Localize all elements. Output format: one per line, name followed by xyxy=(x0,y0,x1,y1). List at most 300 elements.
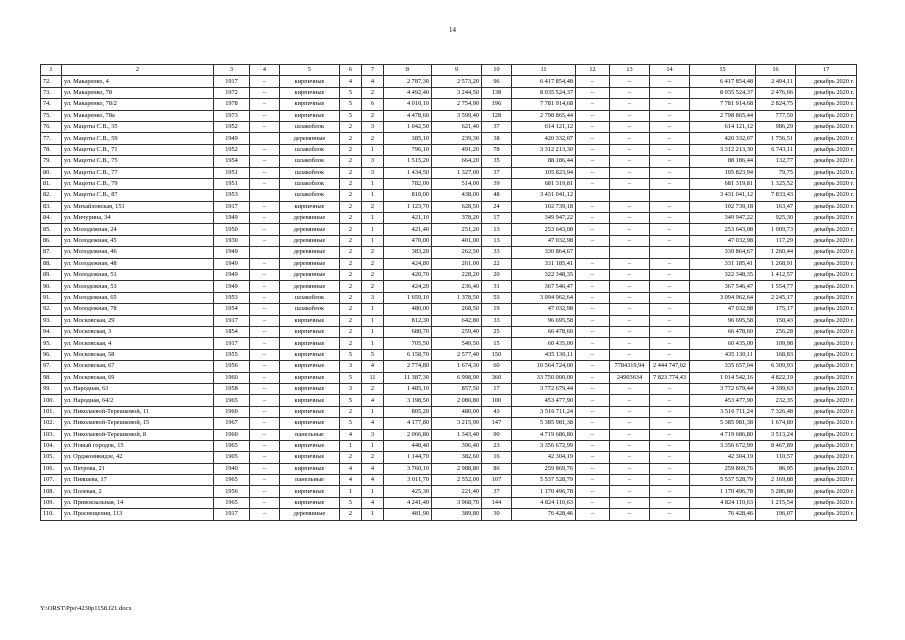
table-cell: 8 467,89 xyxy=(756,440,796,451)
table-cell: – xyxy=(576,87,610,98)
table-cell: ул. Мацоты С.В., 35 xyxy=(62,121,214,132)
table-cell: – xyxy=(250,121,280,132)
table-cell: 3 772 679,44 xyxy=(512,383,576,394)
table-cell: – xyxy=(650,383,690,394)
table-cell xyxy=(650,247,690,258)
table-cell: 4 241,40 xyxy=(384,497,432,508)
table-cell: 2 494,11 xyxy=(756,76,796,87)
table-cell: – xyxy=(650,486,690,497)
column-header-13: 13 xyxy=(610,65,650,76)
table-cell: кирпичные xyxy=(280,326,340,337)
table-cell: 5 286,80 xyxy=(756,486,796,497)
table-cell: 100 xyxy=(482,395,512,406)
table-cell: 3 516 711,24 xyxy=(690,406,756,417)
table-row xyxy=(41,338,857,349)
table-cell: 73. xyxy=(41,87,62,98)
table-cell: 438,00 xyxy=(432,190,482,201)
table-cell: 261,00 xyxy=(432,258,482,269)
table-cell: 812,30 xyxy=(384,315,432,326)
table-cell: 1917 xyxy=(214,509,250,520)
table-cell: 3 516 711,24 xyxy=(512,406,576,417)
table-cell: 1 xyxy=(362,315,384,326)
table-cell: – xyxy=(576,395,610,406)
table-cell: декабрь 2020 г. xyxy=(796,304,857,315)
table-cell: 228,20 xyxy=(432,270,482,281)
table-cell: 2 xyxy=(340,235,362,246)
table-cell: ул. Мацоты С.В., 87 xyxy=(62,190,214,201)
table-cell: 1 170 496,78 xyxy=(512,486,576,497)
table-cell: – xyxy=(610,406,650,417)
table-cell: – xyxy=(576,99,610,110)
table-cell: 2 245,17 xyxy=(756,292,796,303)
table-cell: 1960 xyxy=(214,406,250,417)
table-row xyxy=(41,292,857,303)
table-cell: 3 215,90 xyxy=(432,418,482,429)
table-cell: – xyxy=(650,418,690,429)
table-cell: 3 312 213,30 xyxy=(690,144,756,155)
table-cell: ул. Московская, 3 xyxy=(62,326,214,337)
table-cell: кирпичные xyxy=(280,76,340,87)
table-cell: 259 869,76 xyxy=(512,463,576,474)
table-cell: 4 xyxy=(340,475,362,486)
table-cell: 424,20 xyxy=(384,281,432,292)
table-row xyxy=(41,144,857,155)
table-cell: 1949 xyxy=(214,133,250,144)
table-cell: – xyxy=(250,452,280,463)
table-cell: 7 823 774,43 xyxy=(650,372,690,383)
table-cell: 10 564 724,00 xyxy=(512,361,576,372)
table-row xyxy=(41,452,857,463)
table-cell: 2 824,75 xyxy=(756,99,796,110)
table-cell: 76. xyxy=(41,121,62,132)
table-cell: – xyxy=(576,224,610,235)
table-cell: – xyxy=(576,110,610,121)
table-cell: кирпичные xyxy=(280,463,340,474)
table-cell: 85. xyxy=(41,224,62,235)
table-header-row xyxy=(41,65,857,76)
table-cell: – xyxy=(610,509,650,520)
table-cell: 15 xyxy=(482,338,512,349)
table-cell: 330 864,67 xyxy=(690,247,756,258)
table-cell: 96 695,58 xyxy=(690,315,756,326)
table-cell: 1 325,52 xyxy=(756,178,796,189)
file-path-footer: Y:\ORST\Ppo\4230p1158.f21.docx xyxy=(40,605,132,612)
table-cell: 420 332,07 xyxy=(512,133,576,144)
table-cell: 82. xyxy=(41,190,62,201)
table-row xyxy=(41,304,857,315)
table-cell: ул. Мацоты С.В., 75 xyxy=(62,156,214,167)
table-cell: 420 332,07 xyxy=(690,133,756,144)
table-cell: 251,20 xyxy=(432,224,482,235)
column-header-7: 7 xyxy=(362,65,384,76)
table-cell: деревянные xyxy=(280,235,340,246)
table-cell: 367 546,47 xyxy=(512,281,576,292)
table-cell: 92. xyxy=(41,304,62,315)
table-cell: 4 xyxy=(340,463,362,474)
table-cell: – xyxy=(650,167,690,178)
table-cell: 1905 xyxy=(214,452,250,463)
table-cell: – xyxy=(610,258,650,269)
table-cell: – xyxy=(250,99,280,110)
table-cell: декабрь 2020 г. xyxy=(796,395,857,406)
table-cell: 331 185,41 xyxy=(512,258,576,269)
table-cell: 4 xyxy=(362,395,384,406)
table-cell: 514,00 xyxy=(432,178,482,189)
table-cell: 7 326,48 xyxy=(756,406,796,417)
table-cell: 86 xyxy=(482,463,512,474)
table-cell: декабрь 2020 г. xyxy=(796,315,857,326)
table-cell: 3 094 962,64 xyxy=(512,292,576,303)
table-cell: 396,40 xyxy=(432,440,482,451)
table-cell: 2 xyxy=(362,247,384,258)
table-cell: 19 xyxy=(482,304,512,315)
table-cell: – xyxy=(650,224,690,235)
table-row xyxy=(41,201,857,212)
table-cell: ул. Пияшева, 17 xyxy=(62,475,214,486)
table-cell: 60 xyxy=(482,361,512,372)
table-cell: – xyxy=(610,144,650,155)
table-cell: 2 xyxy=(340,156,362,167)
table-cell: декабрь 2020 г. xyxy=(796,372,857,383)
table-cell: 1952 xyxy=(214,121,250,132)
table-cell: – xyxy=(610,167,650,178)
table-cell: 72. xyxy=(41,76,62,87)
table-cell: 480,00 xyxy=(432,406,482,417)
table-cell: 2 476,66 xyxy=(756,87,796,98)
table-cell: 1 434,50 xyxy=(384,167,432,178)
table-cell: 453 477,90 xyxy=(512,395,576,406)
table-cell: – xyxy=(576,463,610,474)
table-cell: – xyxy=(576,258,610,269)
table-cell: 2 xyxy=(362,281,384,292)
table-cell: 2 xyxy=(362,258,384,269)
table-cell: 1 xyxy=(340,486,362,497)
table-cell: декабрь 2020 г. xyxy=(796,418,857,429)
table-cell: 1960 xyxy=(214,429,250,440)
table-cell: кирпичные xyxy=(280,486,340,497)
table-cell: – xyxy=(576,201,610,212)
table-cell: декабрь 2020 г. xyxy=(796,486,857,497)
table-cell: декабрь 2020 г. xyxy=(796,121,857,132)
table-cell: декабрь 2020 г. xyxy=(796,406,857,417)
table-cell: 25 xyxy=(482,326,512,337)
table-cell: 128 xyxy=(482,110,512,121)
table-cell: – xyxy=(250,486,280,497)
table-cell: – xyxy=(610,99,650,110)
table-cell: ул. Молодежная, 24 xyxy=(62,224,214,235)
table-cell: – xyxy=(650,99,690,110)
table-cell: 1 014 542,16 xyxy=(690,372,756,383)
table-cell: 4 xyxy=(362,76,384,87)
table-cell: 421,10 xyxy=(384,213,432,224)
table-cell: – xyxy=(576,338,610,349)
table-cell: – xyxy=(650,349,690,360)
table-cell: 232,35 xyxy=(756,395,796,406)
table-cell: – xyxy=(610,224,650,235)
table-cell: 3 312 213,30 xyxy=(512,144,576,155)
table-cell: 117,29 xyxy=(756,235,796,246)
table-cell: 5 xyxy=(340,349,362,360)
column-header-16: 16 xyxy=(756,65,796,76)
table-cell: – xyxy=(250,440,280,451)
table-cell: 2 080,80 xyxy=(432,395,482,406)
table-cell: 1 674,80 xyxy=(756,418,796,429)
table-cell: – xyxy=(650,281,690,292)
table-cell: 5 xyxy=(340,497,362,508)
table-cell: 4 822,19 xyxy=(756,372,796,383)
table-cell: – xyxy=(610,349,650,360)
table-cell: – xyxy=(250,270,280,281)
table-cell: – xyxy=(650,258,690,269)
table-cell: – xyxy=(610,213,650,224)
table-cell: 1917 xyxy=(214,315,250,326)
table-cell: кирпичные xyxy=(280,349,340,360)
table-cell: 4 xyxy=(340,429,362,440)
table-cell: 421,40 xyxy=(384,224,432,235)
table-cell: 1 378,50 xyxy=(432,292,482,303)
table-cell: 6 309,93 xyxy=(756,361,796,372)
table-cell: 1949 xyxy=(214,281,250,292)
table-cell: – xyxy=(650,121,690,132)
table-cell: 253 643,08 xyxy=(690,224,756,235)
table-cell: 5 385 981,38 xyxy=(690,418,756,429)
table-cell: – xyxy=(610,440,650,451)
table-cell: – xyxy=(610,452,650,463)
table-cell: 37 xyxy=(482,121,512,132)
table-cell: – xyxy=(610,383,650,394)
table-cell: 378,20 xyxy=(432,213,482,224)
table-cell: 5 385 981,38 xyxy=(512,418,576,429)
table-cell: – xyxy=(650,87,690,98)
table-cell: – xyxy=(650,509,690,520)
table-cell: 3 011,70 xyxy=(384,475,432,486)
table-cell: 4 xyxy=(340,76,362,87)
table-cell: 7 781 914,68 xyxy=(690,99,756,110)
table-cell: – xyxy=(610,281,650,292)
table-cell: декабрь 2020 г. xyxy=(796,326,857,337)
table-cell xyxy=(650,190,690,201)
table-cell: – xyxy=(250,281,280,292)
column-header-10: 10 xyxy=(482,65,512,76)
table-row xyxy=(41,475,857,486)
table-cell: ул. Молодежная, 65 xyxy=(62,292,214,303)
table-cell: 4 399,63 xyxy=(756,383,796,394)
table-cell: 6 998,90 xyxy=(432,372,482,383)
table-cell: ул. Московская, 4 xyxy=(62,338,214,349)
table-cell: – xyxy=(250,76,280,87)
table-cell: 688,70 xyxy=(384,326,432,337)
table-cell: 1 170 496,78 xyxy=(690,486,756,497)
table-cell: – xyxy=(610,418,650,429)
table-cell: – xyxy=(250,383,280,394)
table-cell: 1 xyxy=(362,213,384,224)
table-cell: шлакоблок xyxy=(280,167,340,178)
table-row xyxy=(41,281,857,292)
table-cell: 1 659,10 xyxy=(384,292,432,303)
table-cell: 2 787,30 xyxy=(384,76,432,87)
table-cell: 614 121,12 xyxy=(690,121,756,132)
table-cell: – xyxy=(576,475,610,486)
table-cell: 2 774,80 xyxy=(384,361,432,372)
table-cell: – xyxy=(610,326,650,337)
table-cell: 420,70 xyxy=(384,270,432,281)
table-cell: 7 781 914,68 xyxy=(512,99,576,110)
table-cell: 5 xyxy=(340,110,362,121)
table-cell: 3 431 041,12 xyxy=(690,190,756,201)
table-cell: 7784319,94 xyxy=(610,361,650,372)
table-cell: панельные xyxy=(280,475,340,486)
table-cell: 1940 xyxy=(214,463,250,474)
table-cell: 480,00 xyxy=(384,304,432,315)
table-cell: 1949 xyxy=(214,213,250,224)
table-cell: 6 743,11 xyxy=(756,144,796,155)
table-cell: – xyxy=(610,270,650,281)
table-cell: – xyxy=(650,406,690,417)
table-cell: – xyxy=(576,361,610,372)
table-cell: декабрь 2020 г. xyxy=(796,281,857,292)
table-cell: 1930 xyxy=(214,235,250,246)
table-cell: 5 xyxy=(340,395,362,406)
table-cell: 5 xyxy=(340,418,362,429)
table-cell: – xyxy=(650,110,690,121)
table-cell: 1 xyxy=(362,144,384,155)
table-cell: деревянные xyxy=(280,281,340,292)
table-cell: 103. xyxy=(41,429,62,440)
table-cell: 4 824 110,63 xyxy=(512,497,576,508)
table-cell: 435 130,11 xyxy=(690,349,756,360)
table-cell: 1 327,00 xyxy=(432,167,482,178)
table-cell: 1 xyxy=(362,509,384,520)
table-cell: 33 750 000,00 xyxy=(512,372,576,383)
table-cell: – xyxy=(576,281,610,292)
table-cell: – xyxy=(576,270,610,281)
table-row xyxy=(41,429,857,440)
table-cell: 4 xyxy=(362,463,384,474)
table-cell: 1953 xyxy=(214,190,250,201)
table-cell: декабрь 2020 г. xyxy=(796,349,857,360)
table-cell: ул. Макаренко, 78 xyxy=(62,87,214,98)
table-cell: – xyxy=(650,133,690,144)
table-cell: декабрь 2020 г. xyxy=(796,440,857,451)
table-cell: 2 754,90 xyxy=(432,99,482,110)
table-cell: – xyxy=(610,497,650,508)
table-cell: декабрь 2020 г. xyxy=(796,292,857,303)
table-cell: 253 643,08 xyxy=(512,224,576,235)
table-cell: 107 xyxy=(482,475,512,486)
table-cell: – xyxy=(610,133,650,144)
table-row xyxy=(41,270,857,281)
table-cell: 93. xyxy=(41,315,62,326)
table-cell: декабрь 2020 г. xyxy=(796,270,857,281)
table-cell: 221,40 xyxy=(432,486,482,497)
table-cell: декабрь 2020 г. xyxy=(796,178,857,189)
table-cell: – xyxy=(576,167,610,178)
table-cell: шлакоблок xyxy=(280,156,340,167)
table-cell: 175,17 xyxy=(756,304,796,315)
table-cell: 401,00 xyxy=(432,235,482,246)
table-cell: 80. xyxy=(41,167,62,178)
table-cell: 330 864,67 xyxy=(512,247,576,258)
table-row xyxy=(41,156,857,167)
table-row xyxy=(41,87,857,98)
table-cell: кирпичные xyxy=(280,406,340,417)
table-cell: 2 xyxy=(362,133,384,144)
table-cell: 5 xyxy=(340,87,362,98)
table-cell: ул. Привокзальная, 14 xyxy=(62,497,214,508)
table-cell: 3 xyxy=(340,361,362,372)
table-cell: 1952 xyxy=(214,144,250,155)
table-cell: кирпичные xyxy=(280,372,340,383)
table-row xyxy=(41,190,857,201)
table-cell: 22 xyxy=(482,258,512,269)
table-row xyxy=(41,349,857,360)
table-cell: 1 485,10 xyxy=(384,383,432,394)
table-row xyxy=(41,418,857,429)
table-cell: – xyxy=(576,383,610,394)
table-cell: 3 xyxy=(362,292,384,303)
table-cell: 2 xyxy=(340,224,362,235)
table-cell: 925,30 xyxy=(756,213,796,224)
table-cell: 2 xyxy=(362,452,384,463)
table-cell: 108. xyxy=(41,486,62,497)
table-cell: 2 xyxy=(340,406,362,417)
table-row xyxy=(41,326,857,337)
table-row xyxy=(41,167,857,178)
table-cell: – xyxy=(576,406,610,417)
table-cell: – xyxy=(576,440,610,451)
table-cell: – xyxy=(250,475,280,486)
table-cell: деревянные xyxy=(280,133,340,144)
table-cell: ул. Макаренко, 4 xyxy=(62,76,214,87)
table-row xyxy=(41,440,857,451)
table-cell: 1965 xyxy=(214,440,250,451)
table-cell: 102 739,18 xyxy=(512,201,576,212)
table-cell: 47 032,98 xyxy=(512,304,576,315)
table-cell: – xyxy=(250,429,280,440)
table-cell: – xyxy=(610,315,650,326)
table-cell: – xyxy=(250,497,280,508)
table-cell xyxy=(250,247,280,258)
table-cell: 1 xyxy=(362,440,384,451)
table-cell: 20 xyxy=(482,270,512,281)
table-cell: 796,10 xyxy=(384,144,432,155)
table-cell: 1965 xyxy=(214,395,250,406)
table-cell: кирпичные xyxy=(280,338,340,349)
table-cell: 2 xyxy=(340,304,362,315)
table-cell: 77. xyxy=(41,133,62,144)
table-cell: 322 348,35 xyxy=(690,270,756,281)
table-cell: – xyxy=(576,486,610,497)
table-cell: 360 xyxy=(482,372,512,383)
table-cell xyxy=(610,190,650,201)
table-cell: ул. Полевая, 2 xyxy=(62,486,214,497)
table-cell: 3 772 679,44 xyxy=(690,383,756,394)
table-cell: 1 009,73 xyxy=(756,224,796,235)
table-cell: 96. xyxy=(41,349,62,360)
table-cell: 322 348,35 xyxy=(512,270,576,281)
table-cell: 33 xyxy=(482,315,512,326)
table-cell: 144 xyxy=(482,497,512,508)
table-cell: – xyxy=(610,395,650,406)
table-cell: – xyxy=(576,213,610,224)
table-cell: ул. Мацоты С.В., 59 xyxy=(62,133,214,144)
table-row xyxy=(41,486,857,497)
table-cell: декабрь 2020 г. xyxy=(796,463,857,474)
table-cell: – xyxy=(576,452,610,463)
table-cell: декабрь 2020 г. xyxy=(796,201,857,212)
table-cell: ул. Молодежная, 51 xyxy=(62,270,214,281)
table-cell: 11 xyxy=(362,372,384,383)
